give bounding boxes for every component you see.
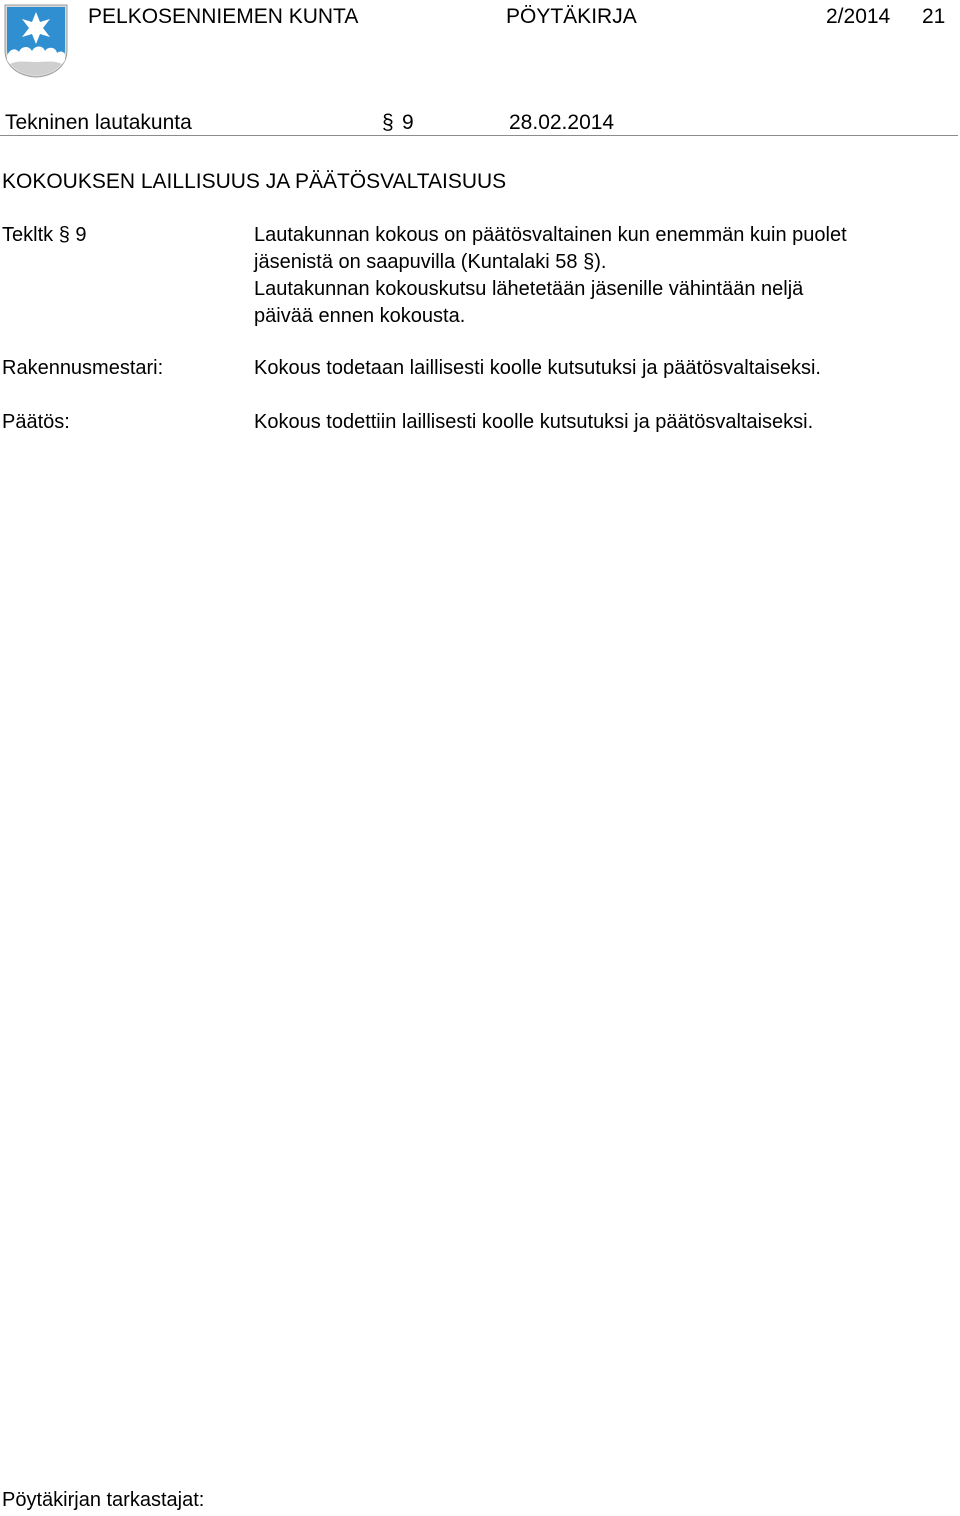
document-type: PÖYTÄKIRJA: [506, 5, 637, 28]
proposal-label: Rakennusmestari:: [2, 357, 164, 379]
reference-label: Tekltk: [2, 224, 54, 246]
proposal-text: Kokous todetaan laillisesti koolle kutsutuksi ja päätösvaltaiseksi.: [254, 357, 821, 379]
header-rule: [0, 135, 958, 136]
reference-symbol: §: [58, 224, 70, 246]
decision-label: Päätös:: [2, 411, 70, 433]
intro-line: Lautakunnan kokouskutsu lähetetään jäsenille vähintään neljä: [254, 278, 804, 300]
cloud-lower: [10, 62, 62, 76]
committee-name: Tekninen lautakunta: [5, 111, 192, 134]
section-number: 9: [402, 111, 414, 134]
page-number: 21: [922, 5, 946, 28]
decision-text: Kokous todettiin laillisesti koolle kutsutuksi ja päätösvaltaiseksi.: [254, 411, 814, 433]
coat-of-arms-logo: [4, 4, 68, 78]
reviewers-label: Pöytäkirjan tarkastajat:: [2, 1489, 205, 1511]
municipality-name: PELKOSENNIEMEN KUNTA: [88, 5, 359, 28]
intro-line: jäsenistä on saapuvilla (Kuntalaki 58 §).: [254, 251, 607, 273]
intro-paragraph: [254, 222, 954, 330]
meeting-date: 28.02.2014: [509, 111, 615, 134]
section-reference: [2, 222, 87, 249]
reference-number: 9: [75, 224, 87, 246]
section-title: KOKOUKSEN LAILLISUUS JA PÄÄTÖSVALTAISUUS: [2, 170, 507, 193]
intro-line: päivää ennen kokousta.: [254, 305, 466, 327]
issue-number: 2/2014: [826, 5, 891, 28]
section-symbol: §: [382, 111, 394, 134]
intro-line: Lautakunnan kokous on päätösvaltainen kun enemmän kuin puolet: [254, 224, 847, 246]
